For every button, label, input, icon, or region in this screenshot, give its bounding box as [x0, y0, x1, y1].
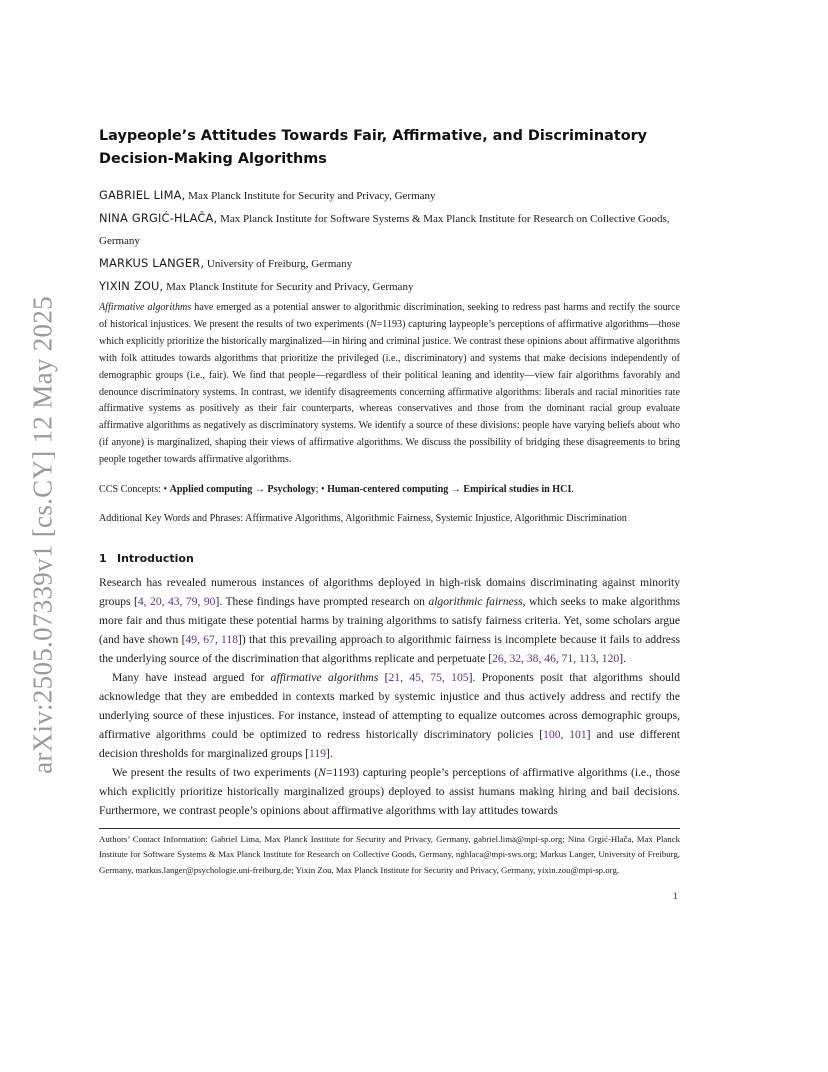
- ccs-concept: Human-centered computing → Empirical studies in HCI: [327, 484, 572, 495]
- author-affiliation: Max Planck Institute for Security and Privacy, Germany: [185, 190, 436, 202]
- paragraph: [99, 763, 680, 820]
- text: ]. Proponents posit that algorithms should acknowledge that they are embedded in contexts marked by systemic injustice and thus actively address and rectify the underlying source of these injustices. For instance, instead of attempting to equalize outcomes across demographic groups, affirmative algorithms could be optimized to redress historically discriminatory policies [: [99, 671, 680, 741]
- author-entry: [99, 184, 680, 207]
- text: =1193) capturing people’s perceptions of affirmative algorithms (i.e., those which explicitly prioritize historically marginalized groups) deployed to assist humans making hiring and bail decisions. Furthermore, we contrast people’s opinions about affirmative algorithms with lay attitudes towards: [99, 766, 680, 817]
- introduction-text: [99, 573, 680, 820]
- text: Many have instead argued for: [112, 671, 271, 684]
- author-affiliation: Max Planck Institute for Security and Privacy, Germany: [163, 281, 414, 293]
- paragraph: [99, 573, 680, 668]
- paragraph: [99, 668, 680, 763]
- page-number: 1: [673, 891, 678, 901]
- title-line-2: Decision-Making Algorithms: [99, 151, 327, 167]
- abstract-n: N: [369, 318, 377, 330]
- author-affiliation: Max Planck Institute for Software Systems & Max Planck Institute for Research on Collective Goods, Germany: [99, 213, 670, 247]
- citation-link[interactable]: 119: [309, 747, 327, 760]
- citation-link[interactable]: 26, 32, 38, 46, 71, 113, 120: [492, 652, 620, 665]
- paper-title: [99, 125, 659, 171]
- emphasis: N: [318, 766, 326, 779]
- author-name: GABRIEL LIMA,: [99, 188, 186, 202]
- text: Research has revealed numerous instances of algorithms deployed in high-risk domains discriminating against minority groups [: [99, 576, 680, 608]
- citation-link[interactable]: 21, 45, 75, 105: [388, 671, 469, 684]
- author-name: MARKUS LANGER,: [99, 256, 205, 270]
- ccs-concept: Applied computing → Psychology: [169, 484, 316, 495]
- author-entry: [99, 207, 680, 252]
- keywords: Additional Key Words and Phrases: Affirmative Algorithms, Algorithmic Fairness, Systemic Injustice, Algorithmic Discrimination: [99, 513, 627, 524]
- text: ].: [326, 747, 333, 760]
- author-entry: [99, 252, 680, 275]
- abstract: [99, 300, 680, 469]
- citation-link[interactable]: 4, 20, 43, 79, 90: [137, 595, 216, 608]
- ccs-concepts: [99, 482, 680, 498]
- text: , which seeks to make algorithms more fair and thus mitigate these potential harms by training algorithms to satisfy fairness criteria. Yet, some scholars argue (and have shown [: [99, 595, 680, 646]
- author-name: NINA GRGIĆ-HLAČA,: [99, 211, 218, 225]
- author-contact-footnote: Authors’ Contact Information: Gabriel Lima, Max Planck Institute for Security and Privacy, Germany, gabriel.lima@mpi-sp.org; Nina Grgić-Hlača, Max Planck Institute for Software Systems & Max Planck Institute for Research on Collective Goods, Germany, nghlaca@mpi-sws.org; Markus Langer, University of Freiburg, Germany, markus.langer@psychologie.uni-freiburg.de; Yixin Zou, Max Planck Institute for Security and Privacy, Germany, yixin.zou@mpi-sp.org.: [99, 834, 680, 875]
- arxiv-stamp: [28, 290, 58, 780]
- author-list: [99, 184, 680, 298]
- abstract-text: have emerged as a potential answer to algorithmic discrimination, seeking to redress past harms and rectify the source of historical injustices. We present the results of two experiments (: [99, 302, 680, 330]
- citation-link[interactable]: 49, 67, 118: [185, 633, 238, 646]
- abstract-text: =1193) capturing laypeople’s perceptions of affirmative algorithms—those which explicitly prioritize the historically marginalized—in hiring and criminal justice. We contrast these opinions about affirmative algorithms with folk attitudes towards algorithms that prioritize the privileged (i.e., discriminatory) and systems that make decisions independently of demographic groups (i.e., fair). We find that people—regardless of their political leaning and identity—view fair algorithms favorably and denounce discriminatory systems. In contrast, we identify disagreements concerning affirmative algorithms: liberals and racial minorities rate affirmative systems as positively as their fair counterparts, whereas conservatives and those from the dominant racial group evaluate affirmative algorithms as negatively as discriminatory systems. We identify a source of these divisions: people have varying beliefs about who (if anyone) is marginalized, shaping their views of affirmative algorithms. We discuss the possibility of bridging these disagreements to bring people together towards affirmative algorithms.: [99, 318, 680, 466]
- arxiv-stamp-text: arXiv:2505.07339v1 [cs.CY] 12 May 2025: [27, 296, 58, 774]
- emphasis: affirmative algorithms: [270, 671, 379, 684]
- ccs-separator: ; •: [315, 484, 328, 495]
- section-title: Introduction: [117, 552, 194, 565]
- author-affiliation: University of Freiburg, Germany: [204, 258, 353, 270]
- section-heading: [99, 552, 194, 565]
- text: ]) that this prevailing approach to algorithmic fairness is incomplete because it fails to address the underlying source of the discrimination that algorithms replicate and perpetuate [: [99, 633, 680, 665]
- footnote-divider: [99, 828, 680, 829]
- citation-link[interactable]: 100, 101: [543, 728, 587, 741]
- section-number: 1: [99, 552, 107, 565]
- ccs-suffix: .: [571, 484, 574, 495]
- abstract-lead: Affirmative algorithms: [99, 302, 192, 313]
- text: [: [378, 671, 389, 684]
- author-entry: [99, 275, 680, 298]
- text: ].: [619, 652, 626, 665]
- author-name: YIXIN ZOU,: [99, 279, 164, 293]
- text: ]. These findings have prompted research on: [215, 595, 429, 608]
- text: We present the results of two experiments (: [112, 766, 319, 779]
- ccs-prefix: CCS Concepts: •: [99, 484, 170, 495]
- title-line-1: Laypeople’s Attitudes Towards Fair, Affirmative, and Discriminatory: [99, 128, 648, 144]
- emphasis: algorithmic fairness: [428, 595, 523, 608]
- text: ] and use different decision thresholds for marginalized groups [: [99, 728, 680, 760]
